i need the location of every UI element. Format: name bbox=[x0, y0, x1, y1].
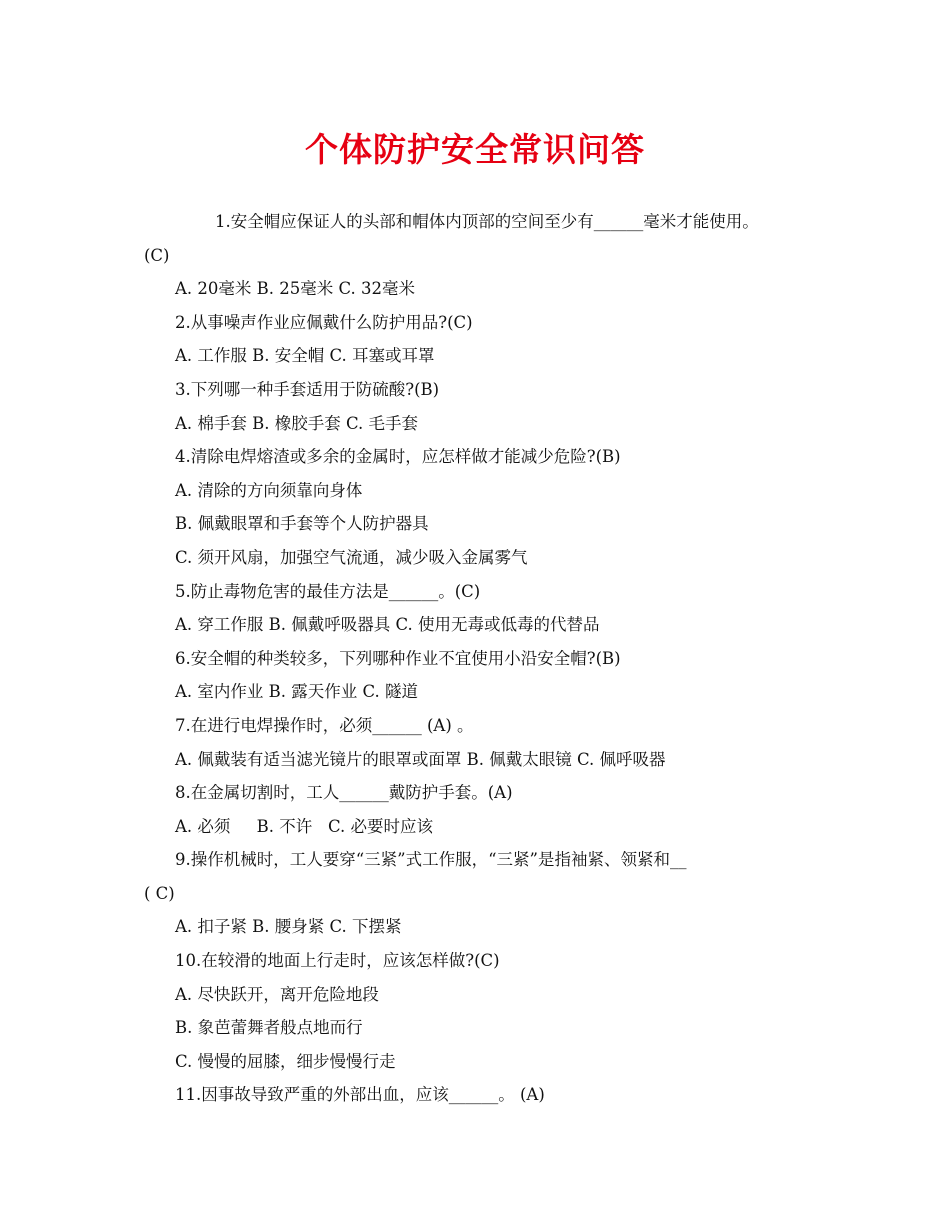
text-line: A. 佩戴装有适当滤光镜片的眼罩或面罩 B. 佩戴太眼镜 C. 佩呼吸器 bbox=[175, 749, 666, 769]
text-line: A. 扣子紧 B. 腰身紧 C. 下摆紧 bbox=[175, 917, 402, 937]
document-title: 个体防护安全常识问答 bbox=[305, 130, 645, 169]
text-line: 7.在进行电焊操作时，必须______ (A) 。 bbox=[175, 715, 474, 735]
text-line: 10.在较滑的地面上行走时，应该怎样做?(C) bbox=[175, 951, 500, 971]
text-line: A. 穿工作服 B. 佩戴呼吸器具 C. 使用无毒或低毒的代替品 bbox=[175, 615, 600, 635]
text-line: C. 须开风扇，加强空气流通，减少吸入金属雾气 bbox=[175, 547, 528, 567]
document-body bbox=[0, 205, 950, 1112]
text-line: A. 工作服 B. 安全帽 C. 耳塞或耳罩 bbox=[175, 346, 435, 366]
text-line: 9.操作机械时，工人要穿“三紧”式工作服，“三紧”是指袖紧、领紧和__ bbox=[175, 850, 687, 870]
text-line: 4.清除电焊熔渣或多余的金属时，应怎样做才能减少危险?(B) bbox=[175, 447, 621, 467]
text-line: 2.从事噪声作业应佩戴什么防护用品?(C) bbox=[175, 312, 473, 332]
text-line: (C) bbox=[144, 245, 170, 265]
text-line: A. 室内作业 B. 露天作业 C. 隧道 bbox=[175, 682, 419, 702]
text-line: 8.在金属切割时，工人______戴防护手套。(A) bbox=[175, 783, 513, 803]
text-line: 5.防止毒物危害的最佳方法是______。(C) bbox=[175, 581, 481, 601]
text-line: 11.因事故导致严重的外部出血，应该______。 (A) bbox=[175, 1085, 545, 1105]
text-line: A. 棉手套 B. 橡胶手套 C. 毛手套 bbox=[175, 413, 419, 433]
text-line: 6.安全帽的种类较多，下列哪种作业不宜使用小沿安全帽?(B) bbox=[175, 648, 621, 668]
text-line: A. 必须 B. 不许 C. 必要时应该 bbox=[175, 816, 434, 836]
text-line: ( C) bbox=[144, 883, 175, 903]
text-line: A. 20毫米 B. 25毫米 C. 32毫米 bbox=[175, 279, 416, 299]
text-line: 1.安全帽应保证人的头部和帽体内顶部的空间至少有______毫米才能使用。 bbox=[215, 212, 759, 231]
text-line: A. 尽快跃开，离开危险地段 bbox=[175, 984, 379, 1004]
text-line: B. 佩戴眼罩和手套等个人防护器具 bbox=[175, 514, 429, 534]
text-line: B. 象芭蕾舞者般点地而行 bbox=[175, 1018, 363, 1038]
text-line: 3.下列哪一种手套适用于防硫酸?(B) bbox=[175, 379, 440, 399]
text-line: C. 慢慢的屈膝，细步慢慢行走 bbox=[175, 1051, 396, 1071]
text-line: A. 清除的方向须靠向身体 bbox=[175, 480, 363, 500]
